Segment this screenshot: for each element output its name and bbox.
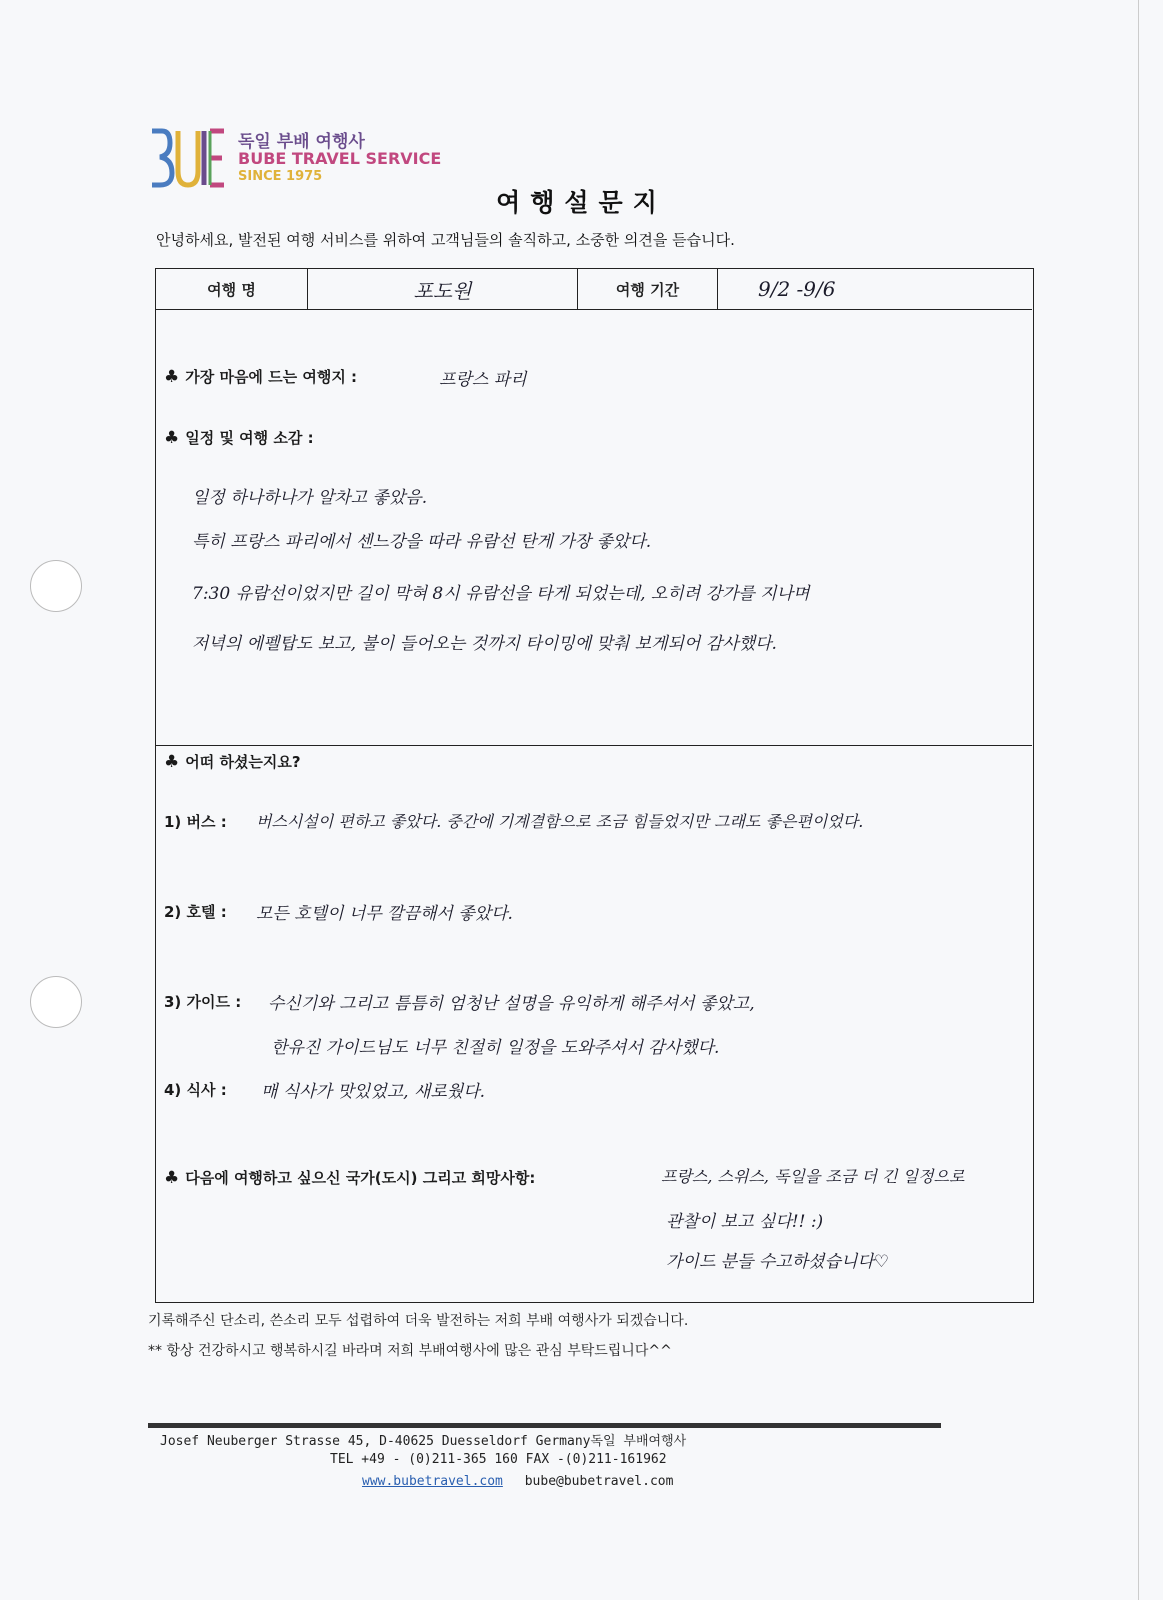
company-logo — [148, 127, 442, 189]
logo-since: SINCE 1975 — [238, 169, 323, 184]
punch-hole — [30, 976, 82, 1028]
guide-value-1[interactable]: 수신기와 그리고 틈틈히 엄청난 설명을 유익하게 해주셔서 좋았고, — [268, 994, 755, 1014]
next-trip-value-2[interactable]: 관찰이 보고 싶다!! :) — [666, 1212, 824, 1232]
logo-name-english: BUBE TRAVEL SERVICE — [238, 149, 442, 168]
intro-text: 안녕하세요, 발전된 여행 서비스를 위하여 고객님들의 솔직하고, 소중한 의견을 듣습니다. — [156, 231, 735, 249]
meal-label: 4) 식사 : — [164, 1081, 227, 1099]
impressions-line-1[interactable]: 일정 하나하나가 알차고 좋았음. — [192, 488, 428, 508]
footer-rule — [148, 1423, 941, 1428]
impressions-label — [164, 427, 314, 448]
trip-name-value[interactable]: 포도원 — [308, 269, 578, 309]
impressions-line-2[interactable]: 특히 프랑스 파리에서 센느강을 따라 유람선 탄게 가장 좋았다. — [192, 532, 652, 552]
next-trip-label — [164, 1167, 535, 1188]
footer-address: Josef Neuberger Strasse 45, D-40625 Duesseldorf Germany독일 부배여행사 — [160, 1434, 687, 1449]
hotel-value[interactable]: 모든 호텔이 너무 깔끔해서 좋았다. — [256, 904, 513, 924]
impressions-line-4[interactable]: 저녁의 에펠탑도 보고, 불이 들어오는 것까지 타이밍에 맞춰 보게되어 감사했다. — [192, 634, 777, 654]
meal-value[interactable]: 매 식사가 맛있었고, 새로웠다. — [261, 1082, 486, 1102]
how-label-text: 어떠 하셨는지요? — [185, 753, 301, 771]
bus-value[interactable]: 버스시설이 편하고 좋았다. 중간에 기계결함으로 조금 힘들었지만 그래도 좋은편이었다. — [256, 812, 864, 831]
bube-logo-mark — [148, 127, 228, 189]
impressions-line-3[interactable]: 7:30 유람선이었지만 길이 막혀 8시 유람선을 타게 되었는데, 오히려 강가를 지나며 — [192, 584, 810, 604]
section-divider — [156, 745, 1032, 746]
next-trip-value-1[interactable]: 프랑스, 스위스, 독일을 조금 더 긴 일정으로 — [661, 1167, 965, 1186]
footer-contact — [362, 1474, 673, 1489]
how-label — [164, 751, 301, 772]
bus-label: 1) 버스 : — [164, 813, 227, 831]
trip-name-label: 여행 명 — [156, 269, 308, 309]
logo-name-korean: 독일 부배 여행사 — [238, 132, 365, 152]
club-icon: ♣ — [164, 367, 180, 387]
club-icon: ♣ — [164, 752, 180, 772]
hotel-label: 2) 호텔 : — [164, 903, 227, 921]
email-link[interactable]: bube@bubetravel.com — [524, 1474, 674, 1489]
trip-period-value[interactable]: 9/2 -9/6 — [758, 277, 836, 301]
guide-label: 3) 가이드 : — [164, 993, 242, 1011]
impressions-label-text: 일정 및 여행 소감 : — [185, 429, 314, 447]
favorite-label — [164, 366, 357, 387]
guide-value-2[interactable]: 한유진 가이드님도 너무 친절히 일정을 도와주셔서 감사했다. — [271, 1038, 720, 1058]
club-icon: ♣ — [164, 428, 180, 448]
favorite-value[interactable]: 프랑스 파리 — [439, 370, 527, 390]
header-row — [156, 269, 1032, 310]
page-title: 여행설문지 — [496, 188, 667, 217]
page-edge — [1138, 0, 1139, 1600]
trip-period-label: 여행 기간 — [578, 269, 718, 309]
next-trip-value-3[interactable]: 가이드 분들 수고하셨습니다♡ — [666, 1252, 890, 1272]
closing-line-2: ** 항상 건강하시고 행복하시길 바라며 저희 부배여행사에 많은 관심 부탁드립니다^^ — [148, 1343, 672, 1359]
next-trip-label-text: 다음에 여행하고 싶으신 국가(도시) 그리고 희망사항: — [185, 1169, 536, 1187]
closing-line-1: 기록해주신 단소리, 쓴소리 모두 섭렵하여 더욱 발전하는 저희 부배 여행사가 되겠습니다. — [148, 1313, 689, 1329]
favorite-label-text: 가장 마음에 드는 여행지 : — [185, 368, 358, 386]
website-link[interactable]: www.bubetravel.com — [362, 1474, 503, 1489]
footer-phone: TEL +49 - (0)211-365 160 FAX -(0)211-161962 — [330, 1452, 667, 1467]
punch-hole — [30, 560, 82, 612]
survey-form — [155, 268, 1034, 1303]
club-icon: ♣ — [164, 1168, 180, 1188]
